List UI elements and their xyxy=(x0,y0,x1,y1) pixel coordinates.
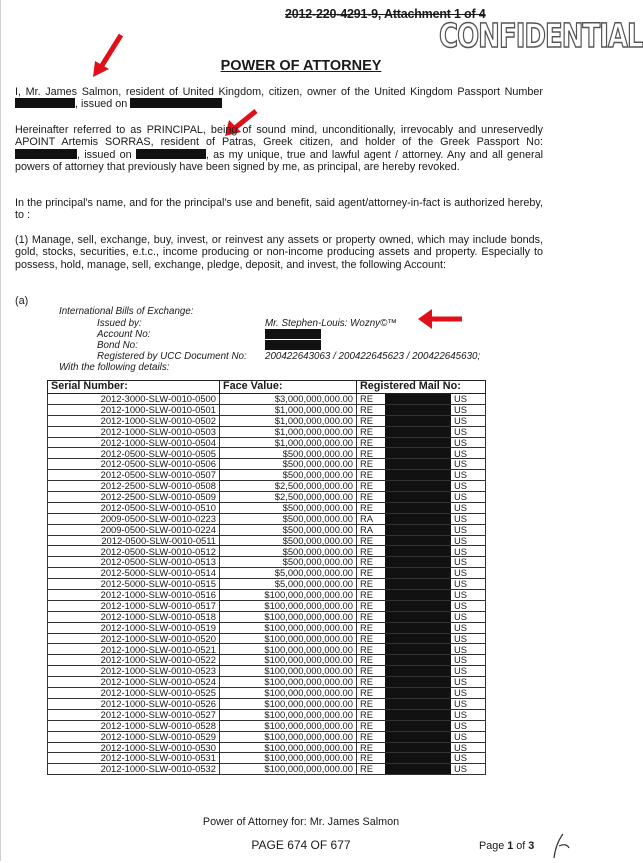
serial-number-cell: 2012-1000-SLW-0010-0516 xyxy=(48,590,220,601)
serial-number-cell: 2012-1000-SLW-0010-0524 xyxy=(48,677,220,688)
mail-prefix-cell: RE xyxy=(357,470,386,481)
footer-page-count: PAGE 674 OF 677 xyxy=(251,838,351,852)
mail-suffix-cell: US xyxy=(451,546,486,557)
face-value-cell: $500,000,000.00 xyxy=(220,502,357,513)
serial-number-cell: 2012-1000-SLW-0010-0503 xyxy=(48,426,220,437)
serial-number-cell: 2012-1000-SLW-0010-0504 xyxy=(48,437,220,448)
redaction-bar xyxy=(385,568,451,579)
serial-number-cell: 2012-2500-SLW-0010-0509 xyxy=(48,492,220,503)
mail-suffix-cell: US xyxy=(451,688,486,699)
mail-prefix-cell: RA xyxy=(357,513,386,524)
mail-suffix-cell: US xyxy=(451,459,486,470)
mail-suffix-cell: US xyxy=(451,622,486,633)
table-row xyxy=(48,448,486,459)
table-row xyxy=(48,742,486,753)
redaction-bar xyxy=(385,448,451,459)
table-row xyxy=(48,731,486,742)
confidential-stamp: CONFIDENTIAL xyxy=(439,18,643,56)
table-row xyxy=(48,513,486,524)
mail-suffix-cell: US xyxy=(451,470,486,481)
table-row xyxy=(48,644,486,655)
table-row xyxy=(48,666,486,677)
mail-prefix-cell: RE xyxy=(357,535,386,546)
column-header: Serial Number: xyxy=(48,381,220,394)
table-row xyxy=(48,677,486,688)
table-row xyxy=(48,764,486,775)
mail-prefix-cell: RA xyxy=(357,524,386,535)
face-value-cell: $100,000,000,000.00 xyxy=(220,698,357,709)
mail-prefix-cell: RE xyxy=(357,590,386,601)
table-row xyxy=(48,524,486,535)
mail-prefix-cell: RE xyxy=(357,426,386,437)
table-row xyxy=(48,492,486,503)
mail-prefix-cell: RE xyxy=(357,404,386,415)
paragraph-powers: (1) Manage, sell, exchange, buy, invest, or reinvest any assets or property owned, which may include bonds, gold, stocks, securities, e.t.c., income producing or non-income producing assets and property. Especially to possess, hold, manage, sell, exchange, pledge, deposit, and invest, the following Account: xyxy=(15,234,543,271)
table-row xyxy=(48,426,486,437)
serial-number-cell: 2012-1000-SLW-0010-0531 xyxy=(48,753,220,764)
serial-number-cell: 2012-1000-SLW-0010-0519 xyxy=(48,622,220,633)
mail-prefix-cell: RE xyxy=(357,546,386,557)
serial-number-cell: 2012-1000-SLW-0010-0521 xyxy=(48,644,220,655)
mail-prefix-cell: RE xyxy=(357,459,386,470)
redaction-bar xyxy=(130,98,222,108)
redaction-bar xyxy=(385,590,451,601)
mail-suffix-cell: US xyxy=(451,437,486,448)
mail-prefix-cell: RE xyxy=(357,568,386,579)
mail-prefix-cell: RE xyxy=(357,394,386,405)
table-row xyxy=(48,568,486,579)
redaction-bar xyxy=(385,437,451,448)
table-row xyxy=(48,611,486,622)
paragraph-appointment: Hereinafter referred to as PRINCIPAL, being of sound mind, unconditionally, irrevocably and unreservedly APOINT Artemis SORRAS, resident of Patras, Greek citizen, and holder of the Greek Passport No: , issued on , as my unique, true and lawful agent / attorney. Any and all general powers of attorney that previously have been signed by me, as principal, are hereby revoked. xyxy=(15,124,544,173)
mail-prefix-cell: RE xyxy=(357,742,386,753)
signature-mark-icon xyxy=(549,832,571,860)
face-value-cell: $100,000,000,000.00 xyxy=(220,720,357,731)
mail-prefix-cell: RE xyxy=(357,698,386,709)
redaction-bar xyxy=(385,459,451,470)
mail-prefix-cell: RE xyxy=(357,481,386,492)
mail-suffix-cell: US xyxy=(451,492,486,503)
mail-prefix-cell: RE xyxy=(357,622,386,633)
redaction-bar xyxy=(385,655,451,666)
bills-table xyxy=(47,380,486,775)
redaction-bar xyxy=(136,149,206,159)
mail-suffix-cell: US xyxy=(451,764,486,775)
mail-prefix-cell: RE xyxy=(357,415,386,426)
redaction-bar xyxy=(385,622,451,633)
face-value-cell: $500,000,000.00 xyxy=(220,524,357,535)
redaction-bar xyxy=(385,546,451,557)
face-value-cell: $100,000,000,000.00 xyxy=(220,731,357,742)
face-value-cell: $100,000,000,000.00 xyxy=(220,590,357,601)
table-row xyxy=(48,546,486,557)
mail-suffix-cell: US xyxy=(451,415,486,426)
face-value-cell: $100,000,000,000.00 xyxy=(220,600,357,611)
redaction-bar xyxy=(385,513,451,524)
face-value-cell: $100,000,000,000.00 xyxy=(220,742,357,753)
face-value-cell: $100,000,000,000.00 xyxy=(220,753,357,764)
serial-number-cell: 2012-1000-SLW-0010-0520 xyxy=(48,633,220,644)
serial-number-cell: 2012-1000-SLW-0010-0518 xyxy=(48,611,220,622)
face-value-cell: $100,000,000,000.00 xyxy=(220,764,357,775)
face-value-cell: $100,000,000,000.00 xyxy=(220,709,357,720)
mail-suffix-cell: US xyxy=(451,633,486,644)
ucc-label: Registered by UCC Document No: xyxy=(97,351,247,362)
face-value-cell: $100,000,000,000.00 xyxy=(220,655,357,666)
serial-number-cell: 2012-0500-SLW-0010-0510 xyxy=(48,502,220,513)
serial-number-cell: 2012-1000-SLW-0010-0525 xyxy=(48,688,220,699)
mail-prefix-cell: RE xyxy=(357,600,386,611)
redaction-bar xyxy=(385,415,451,426)
arrow-icon xyxy=(416,307,464,331)
mail-prefix-cell: RE xyxy=(357,644,386,655)
bond-label: Bond No: xyxy=(97,340,138,351)
face-value-cell: $1,000,000,000.00 xyxy=(220,437,357,448)
mail-suffix-cell: US xyxy=(451,709,486,720)
redaction-bar xyxy=(385,557,451,568)
mail-prefix-cell: RE xyxy=(357,655,386,666)
mail-suffix-cell: US xyxy=(451,677,486,688)
redaction-bar xyxy=(385,579,451,590)
redaction-bar xyxy=(385,731,451,742)
serial-number-cell: 2012-1000-SLW-0010-0527 xyxy=(48,709,220,720)
redaction-bar xyxy=(385,404,451,415)
face-value-cell: $500,000,000.00 xyxy=(220,470,357,481)
face-value-cell: $100,000,000,000.00 xyxy=(220,677,357,688)
face-value-cell: $500,000,000.00 xyxy=(220,459,357,470)
table-row xyxy=(48,470,486,481)
redaction-bar xyxy=(385,611,451,622)
bills-heading: International Bills of Exchange: xyxy=(59,306,194,317)
face-value-cell: $100,000,000,000.00 xyxy=(220,644,357,655)
mail-suffix-cell: US xyxy=(451,426,486,437)
face-value-cell: $2,500,000,000.00 xyxy=(220,492,357,503)
mail-suffix-cell: US xyxy=(451,731,486,742)
mail-suffix-cell: US xyxy=(451,535,486,546)
redaction-bar xyxy=(385,535,451,546)
serial-number-cell: 2012-0500-SLW-0010-0505 xyxy=(48,448,220,459)
serial-number-cell: 2012-1000-SLW-0010-0517 xyxy=(48,600,220,611)
face-value-cell: $500,000,000.00 xyxy=(220,513,357,524)
mail-prefix-cell: RE xyxy=(357,448,386,459)
serial-number-cell: 2012-2500-SLW-0010-0508 xyxy=(48,481,220,492)
footer-title: Power of Attorney for: Mr. James Salmon xyxy=(202,816,400,828)
table-row xyxy=(48,415,486,426)
mail-prefix-cell: RE xyxy=(357,611,386,622)
face-value-cell: $1,000,000,000.00 xyxy=(220,404,357,415)
table-row xyxy=(48,709,486,720)
table-row xyxy=(48,557,486,568)
face-value-cell: $100,000,000,000.00 xyxy=(220,622,357,633)
face-value-cell: $3,000,000,000.00 xyxy=(220,394,357,405)
redaction-bar xyxy=(265,329,321,339)
mail-prefix-cell: RE xyxy=(357,557,386,568)
table-row xyxy=(48,622,486,633)
issued-by-label: Issued by: xyxy=(97,318,142,329)
serial-number-cell: 2009-0500-SLW-0010-0224 xyxy=(48,524,220,535)
mail-prefix-cell: RE xyxy=(357,502,386,513)
redaction-bar xyxy=(385,644,451,655)
serial-number-cell: 2012-0500-SLW-0010-0511 xyxy=(48,535,220,546)
table-row xyxy=(48,590,486,601)
redaction-bar xyxy=(385,481,451,492)
mail-suffix-cell: US xyxy=(451,698,486,709)
table-row xyxy=(48,394,486,405)
face-value-cell: $500,000,000.00 xyxy=(220,535,357,546)
serial-number-cell: 2012-0500-SLW-0010-0506 xyxy=(48,459,220,470)
table-row xyxy=(48,688,486,699)
face-value-cell: $1,000,000,000.00 xyxy=(220,415,357,426)
face-value-cell: $1,000,000,000.00 xyxy=(220,426,357,437)
redaction-bar xyxy=(385,600,451,611)
mail-suffix-cell: US xyxy=(451,394,486,405)
mail-prefix-cell: RE xyxy=(357,437,386,448)
redaction-bar xyxy=(385,502,451,513)
redaction-bar xyxy=(385,426,451,437)
face-value-cell: $2,500,000,000.00 xyxy=(220,481,357,492)
serial-number-cell: 2012-0500-SLW-0010-0507 xyxy=(48,470,220,481)
serial-number-cell: 2012-3000-SLW-0010-0500 xyxy=(48,394,220,405)
mail-prefix-cell: RE xyxy=(357,666,386,677)
mail-suffix-cell: US xyxy=(451,557,486,568)
mail-prefix-cell: RE xyxy=(357,677,386,688)
table-row xyxy=(48,655,486,666)
mail-suffix-cell: US xyxy=(451,448,486,459)
face-value-cell: $100,000,000,000.00 xyxy=(220,633,357,644)
section-label: (a) xyxy=(15,295,29,307)
serial-number-cell: 2012-0500-SLW-0010-0513 xyxy=(48,557,220,568)
paragraph-authorization: In the principal's name, and for the principal's use and benefit, said agent/attorney-in-fact is authorized hereby, to : xyxy=(15,197,543,222)
face-value-cell: $100,000,000,000.00 xyxy=(220,688,357,699)
serial-number-cell: 2012-1000-SLW-0010-0530 xyxy=(48,742,220,753)
redaction-bar xyxy=(385,753,451,764)
redaction-bar xyxy=(385,633,451,644)
table-row xyxy=(48,502,486,513)
redaction-bar xyxy=(385,470,451,481)
face-value-cell: $500,000,000.00 xyxy=(220,546,357,557)
serial-number-cell: 2012-1000-SLW-0010-0529 xyxy=(48,731,220,742)
redaction-bar xyxy=(385,688,451,699)
arrow-icon xyxy=(91,33,127,79)
face-value-cell: $100,000,000,000.00 xyxy=(220,611,357,622)
mail-suffix-cell: US xyxy=(451,568,486,579)
mail-suffix-cell: US xyxy=(451,611,486,622)
redaction-bar xyxy=(385,720,451,731)
redaction-bar xyxy=(15,98,75,108)
table-row xyxy=(48,404,486,415)
redaction-bar xyxy=(385,698,451,709)
mail-suffix-cell: US xyxy=(451,513,486,524)
serial-number-cell: 2012-1000-SLW-0010-0532 xyxy=(48,764,220,775)
mail-prefix-cell: RE xyxy=(357,688,386,699)
mail-suffix-cell: US xyxy=(451,502,486,513)
face-value-cell: $500,000,000.00 xyxy=(220,448,357,459)
serial-number-cell: 2012-1000-SLW-0010-0526 xyxy=(48,698,220,709)
table-row xyxy=(48,459,486,470)
table-row xyxy=(48,698,486,709)
serial-number-cell: 2012-1000-SLW-0010-0502 xyxy=(48,415,220,426)
issued-by-value: Mr. Stephen-Louis: Wozny©™ xyxy=(265,318,398,329)
table-header-row xyxy=(48,381,486,394)
redaction-bar xyxy=(15,149,77,159)
serial-number-cell: 2012-1000-SLW-0010-0523 xyxy=(48,666,220,677)
table-row xyxy=(48,633,486,644)
serial-number-cell: 2009-0500-SLW-0010-0223 xyxy=(48,513,220,524)
mail-suffix-cell: US xyxy=(451,481,486,492)
serial-number-cell: 2012-1000-SLW-0010-0528 xyxy=(48,720,220,731)
mail-prefix-cell: RE xyxy=(357,720,386,731)
paragraph-principal: I, Mr. James Salmon, resident of United Kingdom, citizen, owner of the United Kingdom Passport Number , issued on xyxy=(15,86,543,111)
mail-prefix-cell: RE xyxy=(357,492,386,503)
redaction-bar xyxy=(385,764,451,775)
table-row xyxy=(48,600,486,611)
mail-suffix-cell: US xyxy=(451,666,486,677)
mail-suffix-cell: US xyxy=(451,600,486,611)
column-header: Registered Mail No: xyxy=(357,381,486,394)
redaction-bar xyxy=(385,394,451,405)
page-number: Page 1 of 3 xyxy=(479,840,535,852)
serial-number-cell: 2012-1000-SLW-0010-0522 xyxy=(48,655,220,666)
face-value-cell: $5,000,000,000.00 xyxy=(220,579,357,590)
table-row xyxy=(48,535,486,546)
mail-suffix-cell: US xyxy=(451,590,486,601)
redaction-bar xyxy=(385,666,451,677)
mail-prefix-cell: RE xyxy=(357,579,386,590)
redaction-bar xyxy=(385,677,451,688)
details-label: With the following details: xyxy=(59,362,170,373)
mail-suffix-cell: US xyxy=(451,742,486,753)
serial-number-cell: 2012-5000-SLW-0010-0514 xyxy=(48,568,220,579)
column-header: Face Value: xyxy=(220,381,357,394)
mail-suffix-cell: US xyxy=(451,579,486,590)
serial-number-cell: 2012-1000-SLW-0010-0501 xyxy=(48,404,220,415)
account-label: Account No: xyxy=(97,329,151,340)
ucc-value: 200422643063 / 200422645623 / 200422645630; xyxy=(265,351,481,362)
redaction-bar xyxy=(385,492,451,503)
mail-prefix-cell: RE xyxy=(357,709,386,720)
mail-suffix-cell: US xyxy=(451,644,486,655)
face-value-cell: $5,000,000,000.00 xyxy=(220,568,357,579)
face-value-cell: $100,000,000,000.00 xyxy=(220,666,357,677)
mail-prefix-cell: RE xyxy=(357,633,386,644)
mail-prefix-cell: RE xyxy=(357,731,386,742)
redaction-bar xyxy=(385,524,451,535)
serial-number-cell: 2012-5000-SLW-0010-0515 xyxy=(48,579,220,590)
redaction-bar xyxy=(385,709,451,720)
table-row xyxy=(48,481,486,492)
table-row xyxy=(48,720,486,731)
redaction-bar xyxy=(385,742,451,753)
serial-number-cell: 2012-0500-SLW-0010-0512 xyxy=(48,546,220,557)
mail-suffix-cell: US xyxy=(451,720,486,731)
redaction-bar xyxy=(265,340,321,350)
face-value-cell: $500,000,000.00 xyxy=(220,557,357,568)
page-title: POWER OF ATTORNEY xyxy=(220,58,382,74)
mail-suffix-cell: US xyxy=(451,655,486,666)
table-row xyxy=(48,753,486,764)
mail-prefix-cell: RE xyxy=(357,753,386,764)
mail-prefix-cell: RE xyxy=(357,764,386,775)
table-row xyxy=(48,579,486,590)
table-row xyxy=(48,437,486,448)
document-reference: 2012-220-4291-9, Attachment 1 of 4 xyxy=(285,7,486,21)
mail-suffix-cell: US xyxy=(451,753,486,764)
mail-suffix-cell: US xyxy=(451,524,486,535)
mail-suffix-cell: US xyxy=(451,404,486,415)
